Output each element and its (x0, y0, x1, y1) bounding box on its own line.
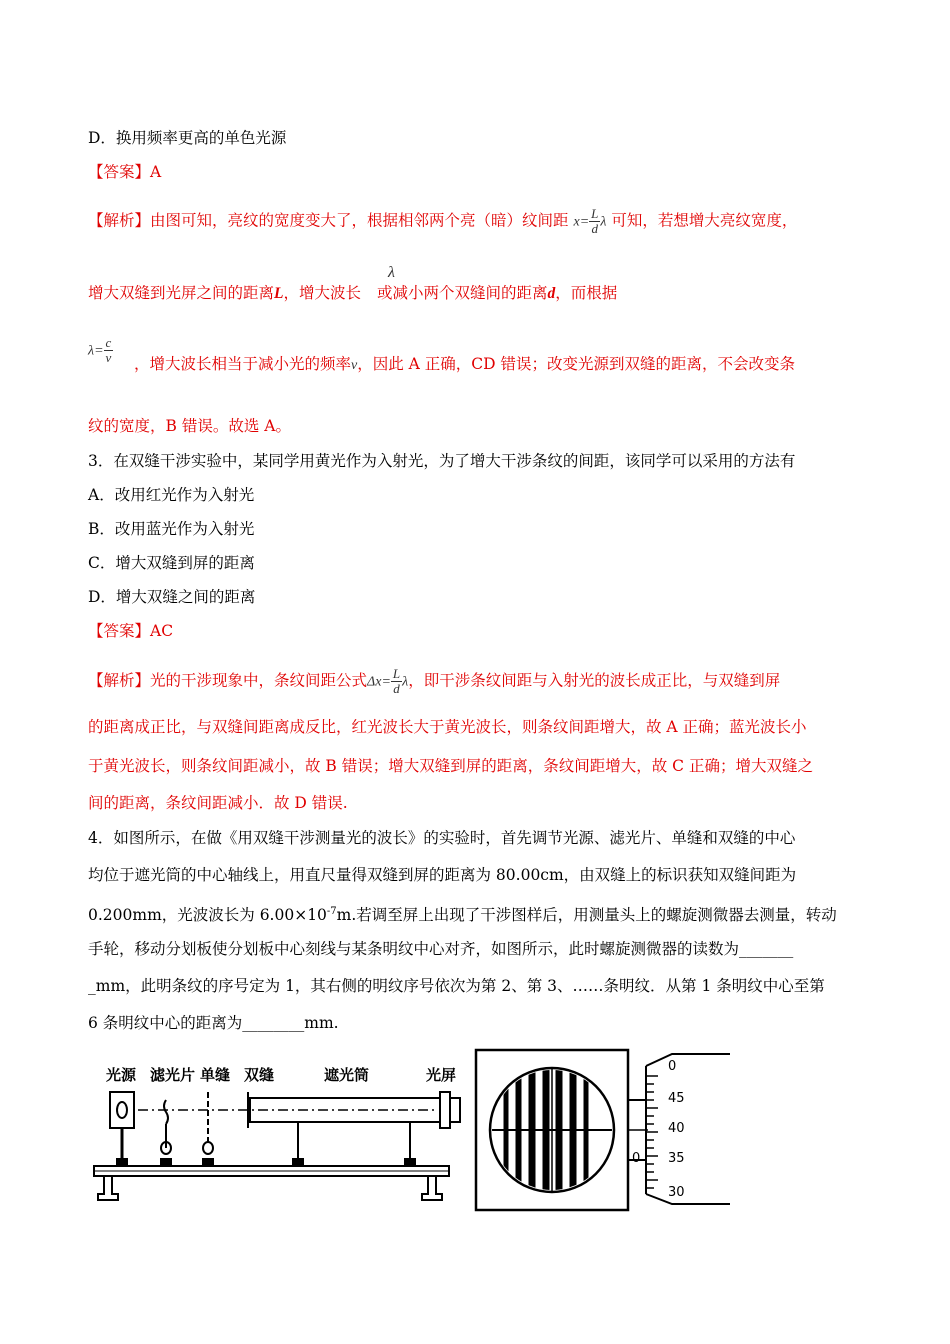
fraction-c-over-nu: $\frac{c}{\nu}$ (105, 335, 112, 365)
q3-option-b: B．改用蓝光作为入射光 (88, 520, 255, 538)
q4-line6: 6 条明纹中心的距离为________mm. (88, 1014, 339, 1032)
explanation-label: 【解析】 (88, 671, 151, 690)
q4-line3: 0.200mm，光波波长为 $6.00\times 10^{-7}m$.若调至屏上出现了干涉图样后，用测量头上的螺旋测微器去测量，转动 (88, 906, 837, 925)
label-double-slit: 双缝 (244, 1066, 275, 1084)
q4-line1: 4．如图所示，在做《用双缝干涉测量光的波长》的实验时，首先调节光源、滤光片、单缝和双缝的中心 (88, 829, 796, 847)
scale-0: 0 (668, 1059, 677, 1074)
q3-option-d: D．增大双缝之间的距离 (88, 588, 256, 606)
explanation-label: 【解析】 (88, 211, 151, 230)
q2-explanation-line4: 纹的宽度，B 错误。故选 A。 (88, 417, 291, 435)
q3-stem: 3．在双缝干涉实验中，某同学用黄光作为入射光，为了增大干涉条纹的间距，该同学可以采用的方法有 (88, 452, 796, 470)
q2-explanation-line1: 【解析】由图可知，亮纹的宽度变大了，根据相邻两个亮（暗）纹间距 x= $\frac{L}{d}$ λ 可知，若想增大亮纹宽度， (88, 206, 798, 236)
scale-40: 40 (668, 1121, 685, 1136)
fraction-L-over-d: $\frac{L}{d}$ (591, 206, 599, 236)
label-filter: 滤光片 (150, 1066, 196, 1084)
q2-explanation-line3: ，增大波长相当于减小光的频率ν，因此 A 正确，CD 错误；改变光源到双缝的距离，不会改变条 (134, 355, 795, 373)
q4-line5: _mm，此明条纹的序号定为 1，其右侧的明纹序号依次为第 2、第 3、……条明纹．从第 1 条明纹中心至第 (88, 977, 825, 995)
q3-option-a: A．改用红光作为入射光 (88, 486, 255, 504)
fraction-L-over-d: $\frac{L}{d}$ (392, 666, 401, 696)
scale-45: 45 (668, 1091, 685, 1106)
label-light-source: 光源 (106, 1066, 137, 1084)
eyepiece-micrometer-figure (472, 1046, 737, 1216)
q3-answer: 【答案】AC (88, 622, 174, 640)
lambda-symbol: λ (388, 264, 395, 281)
lambda-equals-c-over-nu: λ= $\frac{c}{\nu}$ (88, 335, 112, 365)
q4-line4: 手轮，移动分划板使分划板中心刻线与某条明纹中心对齐，如图所示，此时螺旋测微器的读数为_______ (88, 940, 794, 958)
q2-explanation-line2: 增大双缝到光屏之间的距离L，增大波长 或减小两个双缝间的距离d，而根据 (88, 284, 618, 302)
scale-35: 35 (668, 1151, 685, 1166)
q3-explanation-line4: 间的距离，条纹间距减小．故 D 错误. (88, 794, 348, 812)
q3-explanation-line2: 的距离成正比，与双缝间距离成反比，红光波长大于黄光波长，则条纹间距增大，故 A 正确；蓝光波长小 (88, 718, 807, 736)
label-tube: 遮光筒 (324, 1066, 370, 1084)
label-screen: 光屏 (426, 1066, 457, 1084)
q4-line2: 均位于遮光筒的中心轴线上，用直尺量得双缝到屏的距离为 80.00cm，由双缝上的标识获知双缝间距为 (88, 866, 797, 884)
q2-answer: 【答案】A (88, 163, 162, 181)
q3-explanation-line3: 于黄光波长，则条纹间距减小，故 B 错误；增大双缝到屏的距离，条纹间距增大，故 C 正确；增大双缝之 (88, 757, 813, 775)
double-slit-apparatus-figure (88, 1048, 473, 1213)
scale-30: 30 (668, 1185, 685, 1200)
sleeve-zero-mark: 0 (632, 1151, 641, 1166)
q2-option-d: D．换用频率更高的单色光源 (88, 129, 287, 147)
q3-explanation-line1: 【解析】光的干涉现象中，条纹间距公式Δx= $\frac{L}{d}$ λ，即干涉条纹间距与入射光的波长成正比，与双缝到屏 (88, 666, 781, 696)
q3-option-c: C．增大双缝到屏的距离 (88, 554, 255, 572)
label-single-slit: 单缝 (200, 1066, 231, 1084)
